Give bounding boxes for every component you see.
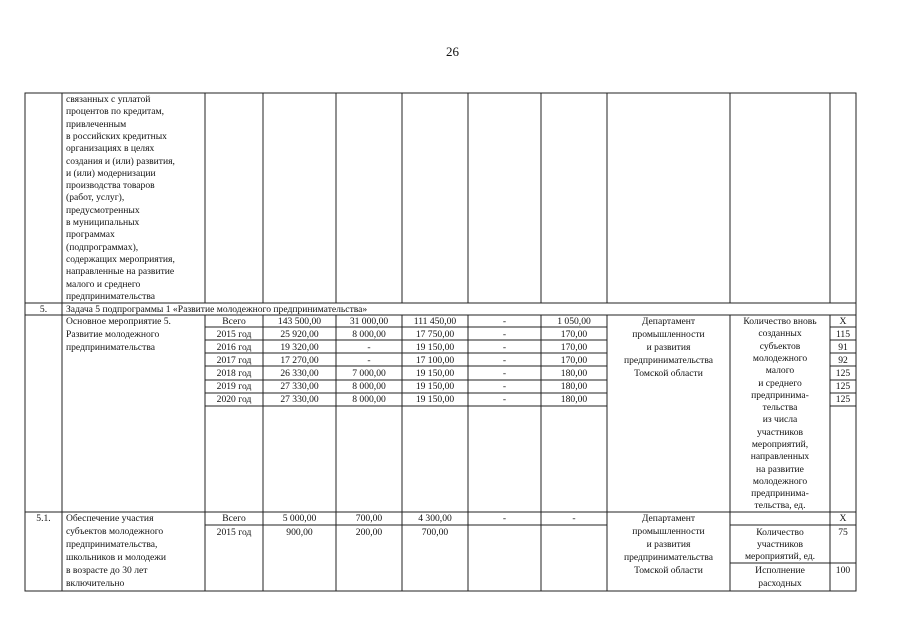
regional-cell: 17 100,00 xyxy=(415,354,455,366)
federal-cell: 8 000,00 xyxy=(352,381,386,392)
total-cell: 17 270,00 xyxy=(280,354,319,366)
regional-cell: 111 450,00 xyxy=(413,315,457,327)
local-cell: - xyxy=(502,354,507,366)
federal-cell: - xyxy=(367,354,371,366)
indicator-line: Количество xyxy=(756,527,804,538)
year-cell: 2019 год xyxy=(216,381,252,392)
indicator-line: участников xyxy=(756,539,804,550)
indicator-line: Количество вновь xyxy=(743,316,817,327)
year-cell: 2018 год xyxy=(216,368,252,379)
sub-name-line: в возрасте до 30 лет xyxy=(66,565,148,576)
local-cell: - xyxy=(502,394,507,405)
indicator-line: тельства xyxy=(762,402,798,414)
text-line: (работ, услуг), xyxy=(66,192,125,204)
federal-cell: - xyxy=(367,341,371,353)
extrabudget-cell: 170,00 xyxy=(560,328,588,340)
year-cell: Всего xyxy=(222,315,246,327)
sub-name-line: предпринимательства, xyxy=(66,539,158,550)
sub-name-line: школьников и молодежи xyxy=(66,552,167,563)
local-cell: - xyxy=(502,315,507,327)
text-line: организациях в целях xyxy=(66,143,155,155)
indicator-line: мероприятий, ед. xyxy=(744,551,816,562)
regional-cell: 4 300,00 xyxy=(418,513,452,524)
main-event-name-line: Основное мероприятие 5. xyxy=(66,316,171,327)
text-line: (подпрограммах), xyxy=(66,241,139,253)
extrabudget-cell: - xyxy=(572,513,576,524)
department-line: предпринимательства xyxy=(623,552,714,563)
indicator-value: 125 xyxy=(835,394,851,405)
text-line: программах xyxy=(66,229,115,241)
local-cell: - xyxy=(502,368,507,379)
federal-cell: 200,00 xyxy=(355,526,383,538)
indicator-value: 125 xyxy=(835,368,851,379)
department-line: Томской области xyxy=(634,368,703,379)
total-cell: 27 330,00 xyxy=(280,394,319,405)
regional-cell: 19 150,00 xyxy=(415,394,455,405)
federal-cell: 7 000,00 xyxy=(352,368,386,379)
main-event-name-line: предпринимательства xyxy=(66,342,156,353)
extrabudget-cell: 170,00 xyxy=(560,341,588,353)
text-line: предусмотренных xyxy=(66,204,140,216)
total-cell: 27 330,00 xyxy=(280,381,319,392)
department-line: и развития xyxy=(646,342,691,353)
local-cell: - xyxy=(502,328,507,340)
sub-name-line: включительно xyxy=(66,578,125,589)
department-line: и развития xyxy=(646,539,691,550)
text-line: малого и среднего xyxy=(66,278,141,290)
extrabudget-cell: 1 050,00 xyxy=(557,315,591,327)
main-event-name-line: Развитие молодежного xyxy=(66,329,160,340)
text-line: в российских кредитных xyxy=(66,130,167,142)
indicator-value: 91 xyxy=(838,341,848,353)
total-cell: 25 920,00 xyxy=(280,328,319,340)
indicator-value: 115 xyxy=(835,328,851,340)
extrabudget-cell: 180,00 xyxy=(560,368,588,379)
indicator-line: предпринима- xyxy=(751,389,809,401)
indicator-value: 100 xyxy=(835,565,851,576)
indicator-value: 125 xyxy=(835,381,851,392)
federal-cell: 8 000,00 xyxy=(352,394,386,405)
department-line: Департамент xyxy=(641,513,696,524)
task-title: Задача 5 подпрограммы 1 «Развитие молодежного предпринимательства» xyxy=(66,303,368,315)
text-line: связанных с уплатой xyxy=(66,94,151,105)
department-line: предпринимательства xyxy=(623,355,714,366)
text-line: процентов по кредитам, xyxy=(66,106,165,118)
total-cell: 143 500,00 xyxy=(277,315,322,327)
sub-name-line: Обеспечение участия xyxy=(66,513,154,524)
text-line: и (или) модернизации xyxy=(66,167,156,179)
federal-cell: 8 000,00 xyxy=(352,328,386,340)
department-line: Департамент xyxy=(641,316,696,327)
regional-cell: 19 150,00 xyxy=(415,341,455,353)
department-line: Томской области xyxy=(634,565,703,576)
total-cell: 5 000,00 xyxy=(282,513,317,524)
text-line: создания и (или) развития, xyxy=(66,155,175,167)
indicator-line: малого xyxy=(765,365,795,377)
year-cell: 2020 год xyxy=(216,394,252,405)
department-line: промышленности xyxy=(632,526,705,537)
indicator-value: Х xyxy=(839,315,847,327)
indicator-line: предпринима- xyxy=(751,488,809,500)
indicator-line: участников xyxy=(756,426,804,438)
text-line: привлеченным xyxy=(66,118,127,130)
regional-cell: 19 150,00 xyxy=(415,381,455,392)
year-cell: 2017 год xyxy=(216,354,252,366)
text-line: направленные на развитие xyxy=(66,266,175,278)
local-cell: - xyxy=(502,381,507,392)
sub-number: 5.1. xyxy=(36,513,51,524)
indicator-line: расходных xyxy=(758,577,802,589)
year-cell: Всего xyxy=(222,513,246,524)
text-line: в муниципальных xyxy=(66,217,140,228)
text-line: производства товаров xyxy=(66,180,155,192)
indicator-line: из числа xyxy=(762,414,798,426)
year-cell: 2016 год xyxy=(216,341,252,353)
year-cell: 2015 год xyxy=(216,328,252,340)
task-number: 5. xyxy=(39,303,48,315)
text-line: предпринимательства xyxy=(66,290,156,302)
regional-cell: 17 750,00 xyxy=(415,328,455,340)
indicator-line: молодежного xyxy=(752,475,808,487)
extrabudget-cell: 170,00 xyxy=(560,354,588,366)
indicator-line: на развитие xyxy=(756,463,804,475)
indicator-line: молодежного xyxy=(752,352,808,364)
extrabudget-cell: 180,00 xyxy=(560,381,588,392)
local-cell: - xyxy=(502,341,507,353)
extrabudget-cell: 180,00 xyxy=(560,394,588,405)
indicator-line: и среднего xyxy=(758,377,802,389)
indicator-line: созданных xyxy=(758,328,802,340)
total-cell: 19 320,00 xyxy=(280,341,319,353)
indicator-line: субъектов xyxy=(759,340,801,352)
indicator-value: 75 xyxy=(838,526,848,538)
indicator-value: 92 xyxy=(838,354,848,366)
local-cell: - xyxy=(502,513,507,524)
department-line: промышленности xyxy=(632,329,705,340)
indicator-value: Х xyxy=(839,513,847,524)
indicator-line: тельства, ед. xyxy=(754,500,806,512)
regional-cell: 19 150,00 xyxy=(415,368,455,379)
total-cell: 26 330,00 xyxy=(280,368,319,379)
year-cell: 2015 год xyxy=(216,526,252,538)
page-number: 26 xyxy=(446,44,459,59)
indicator-line: мероприятий, xyxy=(751,439,809,450)
federal-cell: 31 000,00 xyxy=(349,315,389,327)
sub-name-line: субъектов молодежного xyxy=(66,526,164,537)
total-cell: 900,00 xyxy=(286,526,313,538)
text-line: содержащих мероприятия, xyxy=(66,253,175,265)
regional-cell: 700,00 xyxy=(421,526,449,538)
indicator-line: направленных xyxy=(750,451,810,463)
federal-cell: 700,00 xyxy=(355,513,383,524)
indicator-line: Исполнение xyxy=(755,565,805,576)
